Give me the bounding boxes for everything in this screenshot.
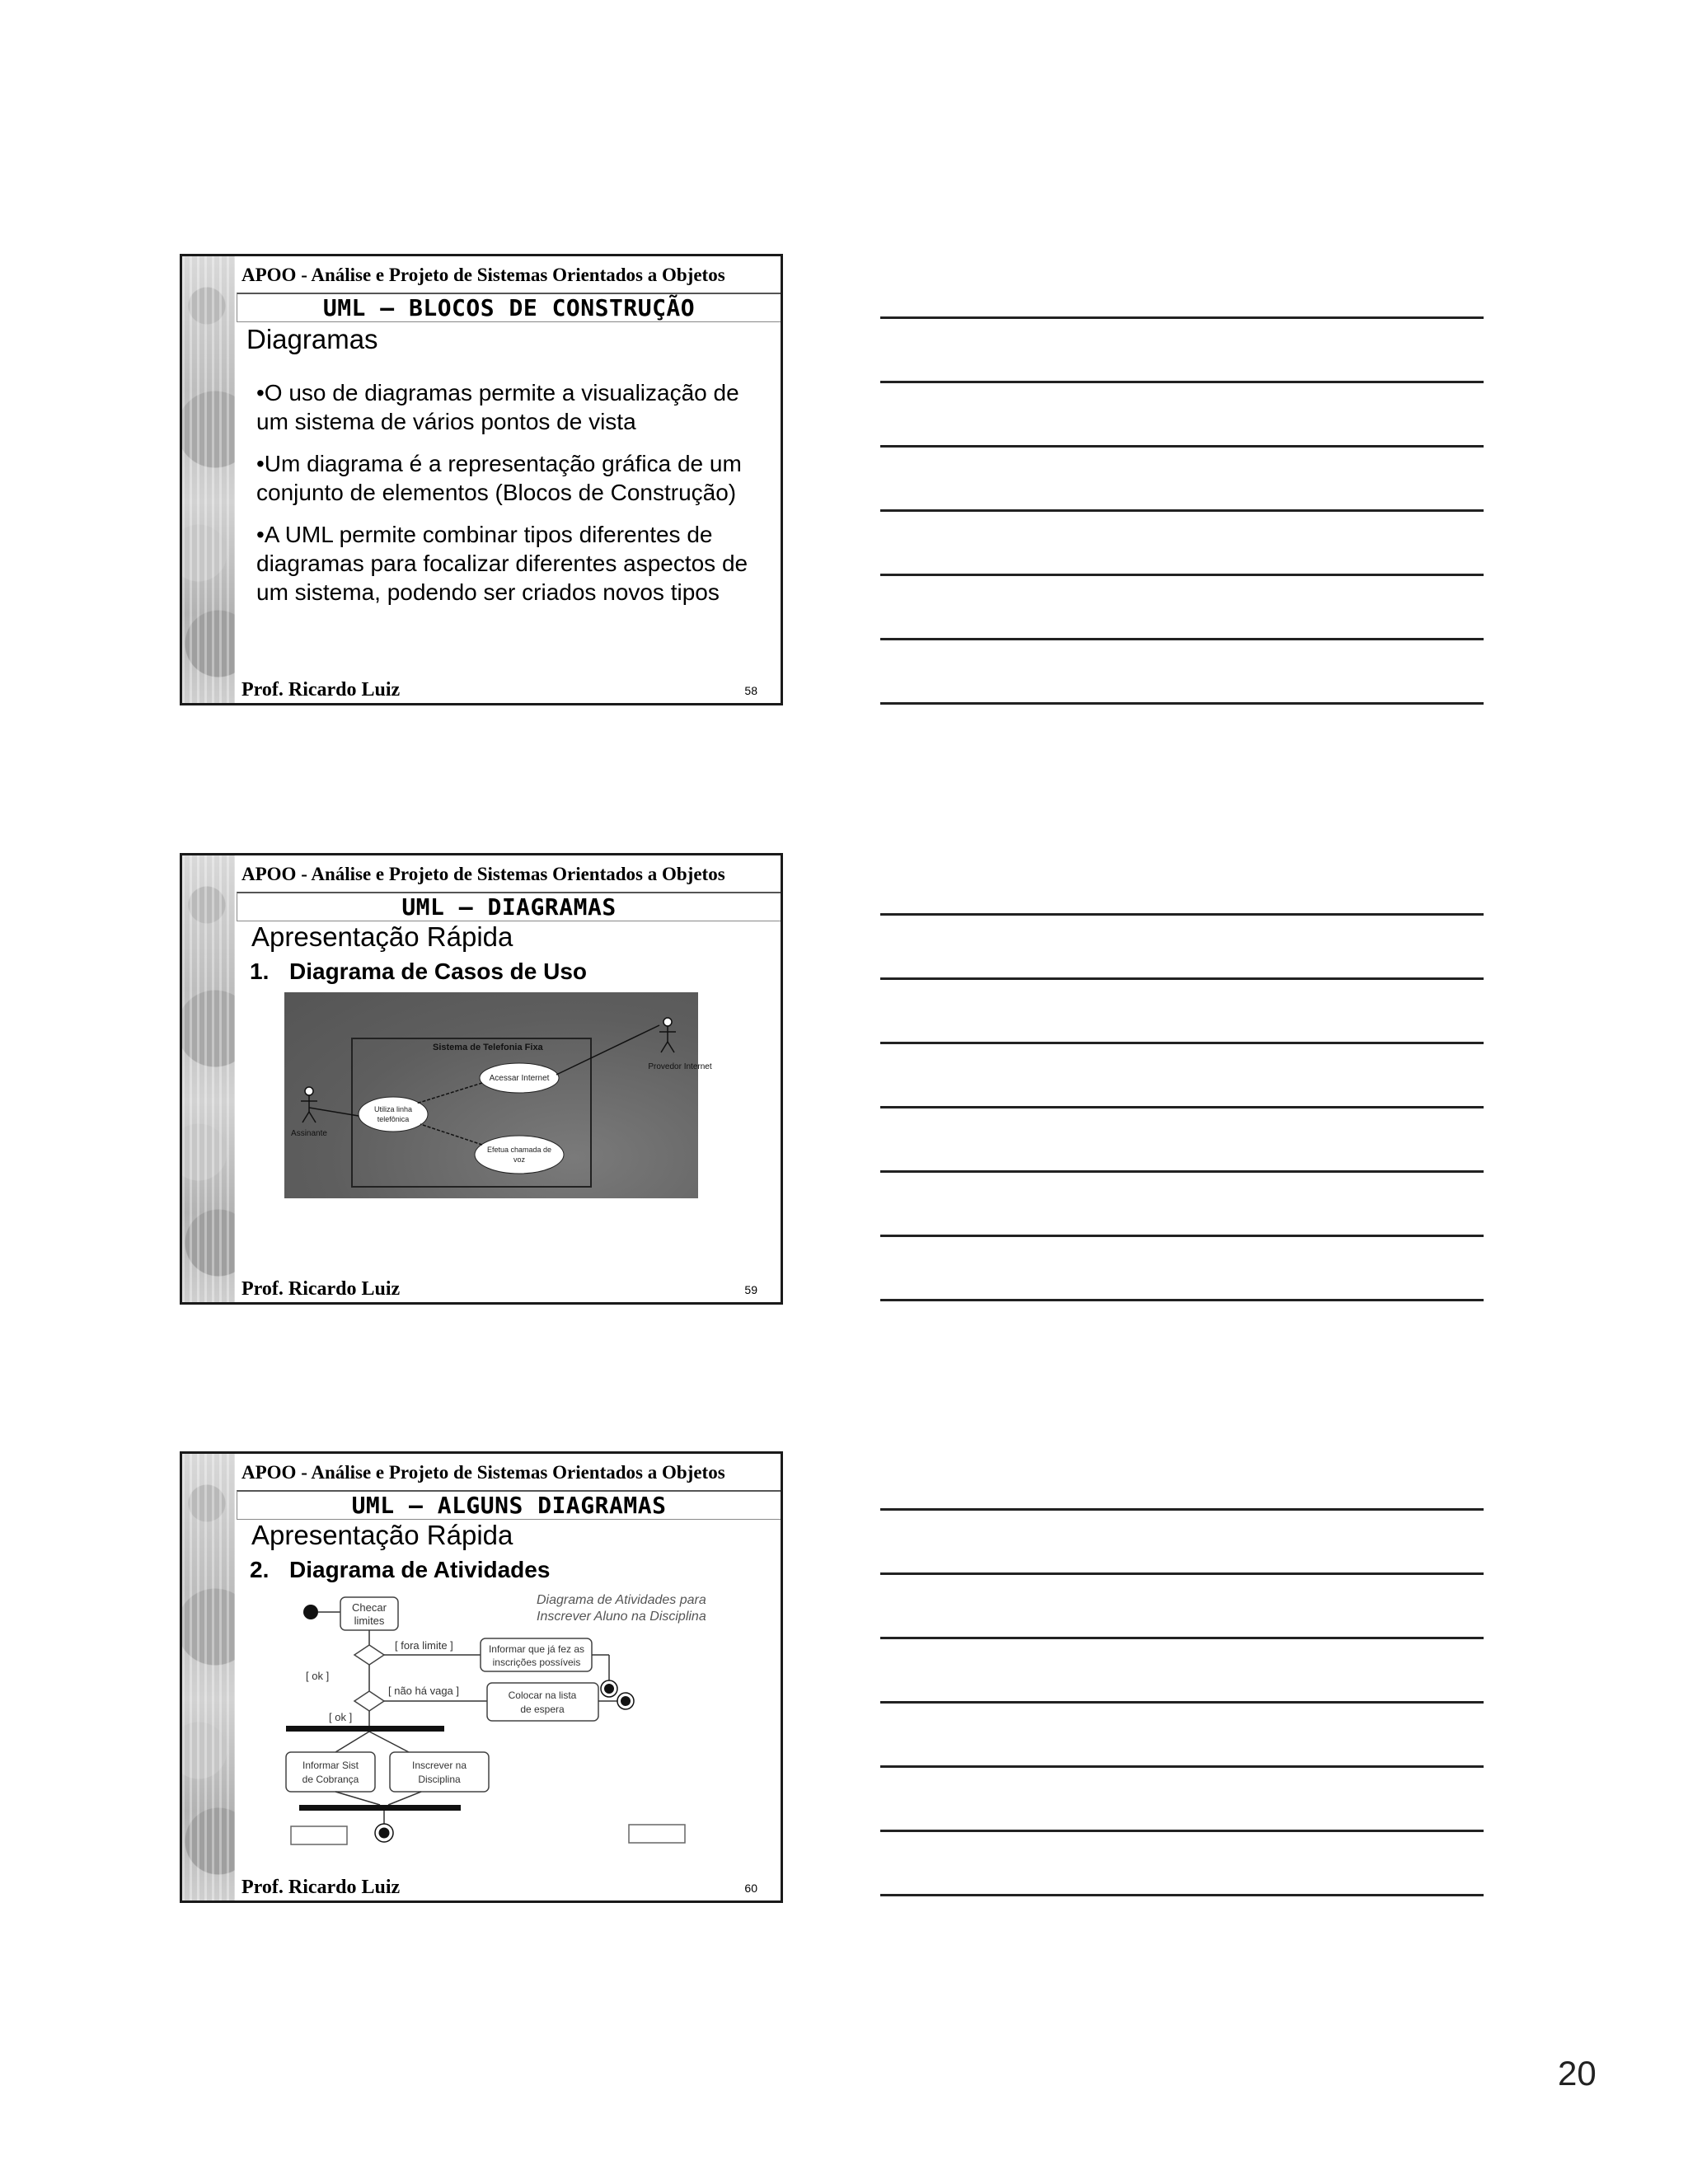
activity-label: de espera <box>520 1704 565 1715</box>
diagram-caption: Diagrama de Atividades para <box>537 1593 706 1607</box>
activity-node <box>487 1683 598 1721</box>
activity-label: de Cobrança <box>302 1774 359 1785</box>
item-label: Diagrama de Casos de Uso <box>289 958 588 984</box>
section-heading: Diagramas <box>246 324 378 354</box>
numbered-item <box>250 1557 550 1583</box>
slide-footer: Prof. Ricardo Luiz <box>241 1877 401 1898</box>
use-case-label: voz <box>513 1155 526 1164</box>
guard-label: [ fora limite ] <box>395 1639 453 1652</box>
note-line <box>880 445 1484 448</box>
activity-diagram <box>256 1586 784 1866</box>
bullet-list <box>256 378 776 620</box>
section-heading: Apresentação Rápida <box>251 921 513 952</box>
slide-header: APOO - Análise e Projeto de Sistemas Orientados a Objetos <box>241 1462 725 1483</box>
gear-decoration-strip <box>182 256 235 703</box>
initial-node <box>303 1605 318 1619</box>
page-number: 20 <box>1558 2054 1597 2093</box>
item-number: 1. <box>250 958 270 984</box>
use-case-label: telefônica <box>377 1115 410 1123</box>
gear-decoration-strip <box>182 1454 235 1900</box>
empty-box <box>629 1825 685 1843</box>
slide-60 <box>180 1451 783 1903</box>
activity-label: limites <box>354 1615 385 1627</box>
diagram-caption: Inscrever Aluno na Disciplina <box>537 1610 706 1624</box>
use-case-diagram <box>284 992 712 1198</box>
slide-header: APOO - Análise e Projeto de Sistemas Orientados a Objetos <box>241 864 725 884</box>
use-case-label: Utiliza linha <box>373 1105 413 1113</box>
slide-title: UML – ALGUNS DIAGRAMAS <box>237 1490 781 1520</box>
note-line <box>880 1572 1484 1575</box>
guard-label: [ não há vaga ] <box>388 1685 460 1697</box>
note-line <box>880 1508 1484 1511</box>
activity-label: Checar <box>352 1601 387 1614</box>
slide-footer: Prof. Ricardo Luiz <box>241 679 401 701</box>
note-line <box>880 1042 1484 1044</box>
note-line <box>880 1299 1484 1301</box>
bullet-item: •A UML permite combinar tipos diferentes de diagramas para focalizar diferentes aspectos de um sistema, podendo ser criados novos tipos <box>256 522 748 605</box>
note-line <box>880 316 1484 319</box>
activity-label: Informar que já fez as <box>488 1643 585 1655</box>
actor-icon <box>301 1087 317 1122</box>
activity-node <box>390 1752 489 1792</box>
use-case-ellipse <box>359 1097 428 1132</box>
join-bar <box>299 1805 461 1811</box>
note-line <box>880 1637 1484 1639</box>
slide-page-number: 60 <box>744 1882 757 1895</box>
system-label: Sistema de Telefonia Fixa <box>433 1043 543 1052</box>
section-heading: Apresentação Rápida <box>251 1520 513 1550</box>
note-line <box>880 702 1484 705</box>
item-number: 2. <box>250 1557 270 1582</box>
use-case-label: Efetua chamada de <box>486 1146 552 1154</box>
guard-label: [ ok ] <box>329 1711 353 1723</box>
actor-label: Assinante <box>291 1129 327 1138</box>
note-line <box>880 509 1484 512</box>
slide-59 <box>180 853 783 1305</box>
slide-title: UML – BLOCOS DE CONSTRUÇÃO <box>237 293 781 322</box>
note-line <box>880 1170 1484 1173</box>
gear-decoration-strip <box>182 855 235 1302</box>
note-line <box>880 913 1484 916</box>
use-case-ellipse <box>475 1136 564 1174</box>
note-line <box>880 977 1484 980</box>
note-line <box>880 1894 1484 1896</box>
activity-label: Disciplina <box>418 1774 461 1785</box>
bullet-item: •Um diagrama é a representação gráfica de um conjunto de elementos (Blocos de Construção) <box>256 451 742 505</box>
actor-icon <box>659 1018 676 1052</box>
item-label: Diagrama de Atividades <box>289 1557 551 1582</box>
activity-label: Informar Sist <box>302 1760 359 1771</box>
note-line <box>880 1235 1484 1237</box>
activity-label: Inscrever na <box>411 1760 467 1771</box>
slide-page-number: 59 <box>744 1283 757 1296</box>
slide-footer: Prof. Ricardo Luiz <box>241 1278 401 1300</box>
decision-node <box>354 1691 384 1711</box>
note-line <box>880 1701 1484 1704</box>
note-line <box>880 574 1484 576</box>
fork-bar <box>286 1726 444 1732</box>
note-line <box>880 638 1484 640</box>
slide-58 <box>180 254 783 705</box>
slide-page-number: 58 <box>744 684 757 697</box>
slide-header: APOO - Análise e Projeto de Sistemas Orientados a Objetos <box>241 265 725 285</box>
use-case-label: Acessar Internet <box>489 1074 550 1083</box>
numbered-item <box>250 958 587 985</box>
note-line <box>880 1106 1484 1108</box>
actor-label: Provedor Internet <box>648 1062 712 1071</box>
note-line <box>880 1830 1484 1832</box>
activity-label: Colocar na lista <box>508 1690 577 1701</box>
note-line <box>880 381 1484 383</box>
activity-node <box>286 1752 375 1792</box>
note-line <box>880 1765 1484 1768</box>
decision-node <box>354 1645 384 1665</box>
activity-label: inscrições possíveis <box>492 1657 581 1668</box>
guard-label: [ ok ] <box>306 1670 330 1682</box>
slide-title: UML – DIAGRAMAS <box>237 892 781 921</box>
empty-box <box>291 1826 347 1844</box>
bullet-item: •O uso de diagramas permite a visualização de um sistema de vários pontos de vista <box>256 380 739 434</box>
